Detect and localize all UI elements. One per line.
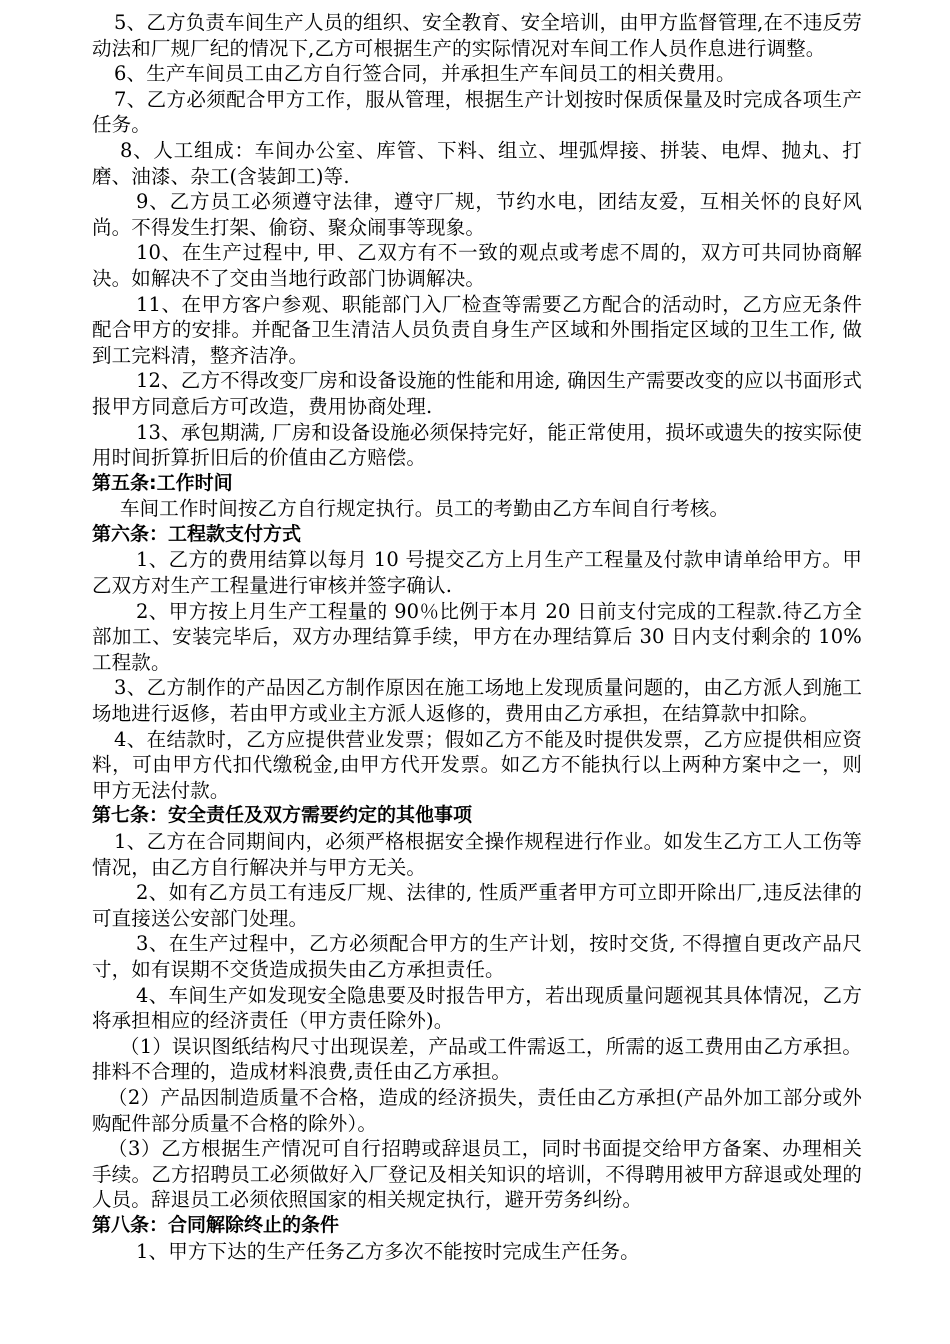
clause-7-item-3: 3、在生产过程中，乙方必须配合甲方的生产计划，按时交货, 不得擅自更改产品尺寸，如有误期不交货造成损失由乙方承担责任。 [92,932,862,981]
clause-4-item-5: 5、乙方负责车间生产人员的组织、安全教育、安全培训，由甲方监督管理,在不违反劳动法和厂规厂纪的情况下,乙方可根据生产的实际情况对车间工作人员作息进行调整。 [92,11,862,60]
clause-4-item-12: 12、乙方不得改变厂房和设备设施的性能和用途, 确因生产需要改变的应以书面形式报甲方同意后方可改造，费用协商处理. [92,369,862,418]
clause-4-item-13: 13、承包期满, 厂房和设备设施必须保持完好，能正常使用，损坏或遗失的按实际使用时间折算折旧后的价值由乙方赔偿。 [92,420,862,470]
clause-7-item-4: 4、车间生产如发现安全隐患要及时报告甲方，若出现质量问题视其具体情况，乙方将承担相应的经济责任（甲方责任除外)。 [92,983,862,1033]
clause-4-item-10: 10、在生产过程中, 甲、乙双方有不一致的观点或考虑不周的，双方可共同协商解决。如解决不了交由当地行政部门协调解决。 [92,241,862,290]
section-heading-8: 第八条：合同解除终止的条件 [92,1213,340,1236]
clause-6-item-4: 4、在结款时，乙方应提供营业发票；假如乙方不能及时提供发票，乙方应提供相应资料，可由甲方代扣代缴税金,由甲方代开发票。如乙方不能执行以上两种方案中之一，则甲方无法付款。 [92,727,862,802]
clause-7-item-1: 1、乙方在合同期间内，必须严格根据安全操作规程进行作业。如发生乙方工人工伤等情况，由乙方自行解决并与甲方无关。 [92,830,862,879]
clause-4-item-11: 11、在甲方客户参观、职能部门入厂检查等需要乙方配合的活动时，乙方应无条件配合甲方的安排。并配备卫生清洁人员负责自身生产区域和外围指定区域的卫生工作, 做到工完料清，整齐洁净。 [92,292,862,367]
clause-7-item-2: 2、如有乙方员工有违反厂规、法律的, 性质严重者甲方可立即开除出厂,违反法律的可直接送公安部门处理。 [92,881,862,930]
clause-6-item-1: 1、乙方的费用结算以每月 10 号提交乙方上月生产工程量及付款申请单给甲方。甲乙双方对生产工程量进行审核并签字确认. [92,548,862,598]
clause-4-item-7: 7、乙方必须配合甲方工作，服从管理，根据生产计划按时保质保量及时完成各项生产任务。 [92,87,862,137]
section-heading-6: 第六条：工程款支付方式 [92,522,302,545]
clause-8-item-1: 1、甲方下达的生产任务乙方多次不能按时完成生产任务。 [136,1239,640,1263]
clause-4-item-9: 9、乙方员工必须遵守法律，遵守厂规，节约水电，团结友爱，互相关怀的良好风尚。不得发生打架、偷窃、聚众闹事等现象。 [92,190,862,239]
clause-6-item-3: 3、乙方制作的产品因乙方制作原因在施工场地上发现质量问题的，由乙方派人到施工场地进行返修，若由甲方或业主方派人返修的，费用由乙方承担，在结算款中扣除。 [92,676,862,726]
section-heading-5: 第五条:工作时间 [92,471,233,494]
clause-7-sub-3: （3）乙方根据生产情况可自行招聘或辞退员工，同时书面提交给甲方备案、办理相关手续。乙方招聘员工必须做好入厂登记及相关知识的培训，不得聘用被甲方辞退或处理的人员。辞退员工必须依照国家的相关规定执行，避开劳务纠纷。 [92,1137,862,1212]
clause-4-item-6: 6、生产车间员工由乙方自行签合同，并承担生产车间员工的相关费用。 [114,62,736,86]
clause-7-sub-1: （1）误识图纸结构尺寸出现误差，产品或工件需返工，所需的返工费用由乙方承担。排料不合理的，造成材料浪费,责任由乙方承担。 [92,1034,862,1084]
clause-7-sub-2: （2）产品因制造质量不合格，造成的经济损失，责任由乙方承担(产品外加工部分或外购配件部分质量不合格的除外）。 [92,1085,862,1135]
section-heading-7: 第七条：安全责任及双方需要约定的其他事项 [92,804,473,827]
clause-5-text: 车间工作时间按乙方自行规定执行。员工的考勤由乙方车间自行考核。 [120,497,730,521]
clause-4-item-8: 8、人工组成：车间办公室、库管、下料、组立、埋弧焊接、拼装、电焊、抛丸、打磨、油漆、杂工(含装卸工)等. [92,138,862,188]
clause-6-item-2: 2、甲方按上月生产工程量的 90％比例于本月 20 日前支付完成的工程款.待乙方全部加工、安装完毕后，双方办理结算手续，甲方在办理结算后 30 日内支付剩余的 10%工程款。 [92,599,862,674]
